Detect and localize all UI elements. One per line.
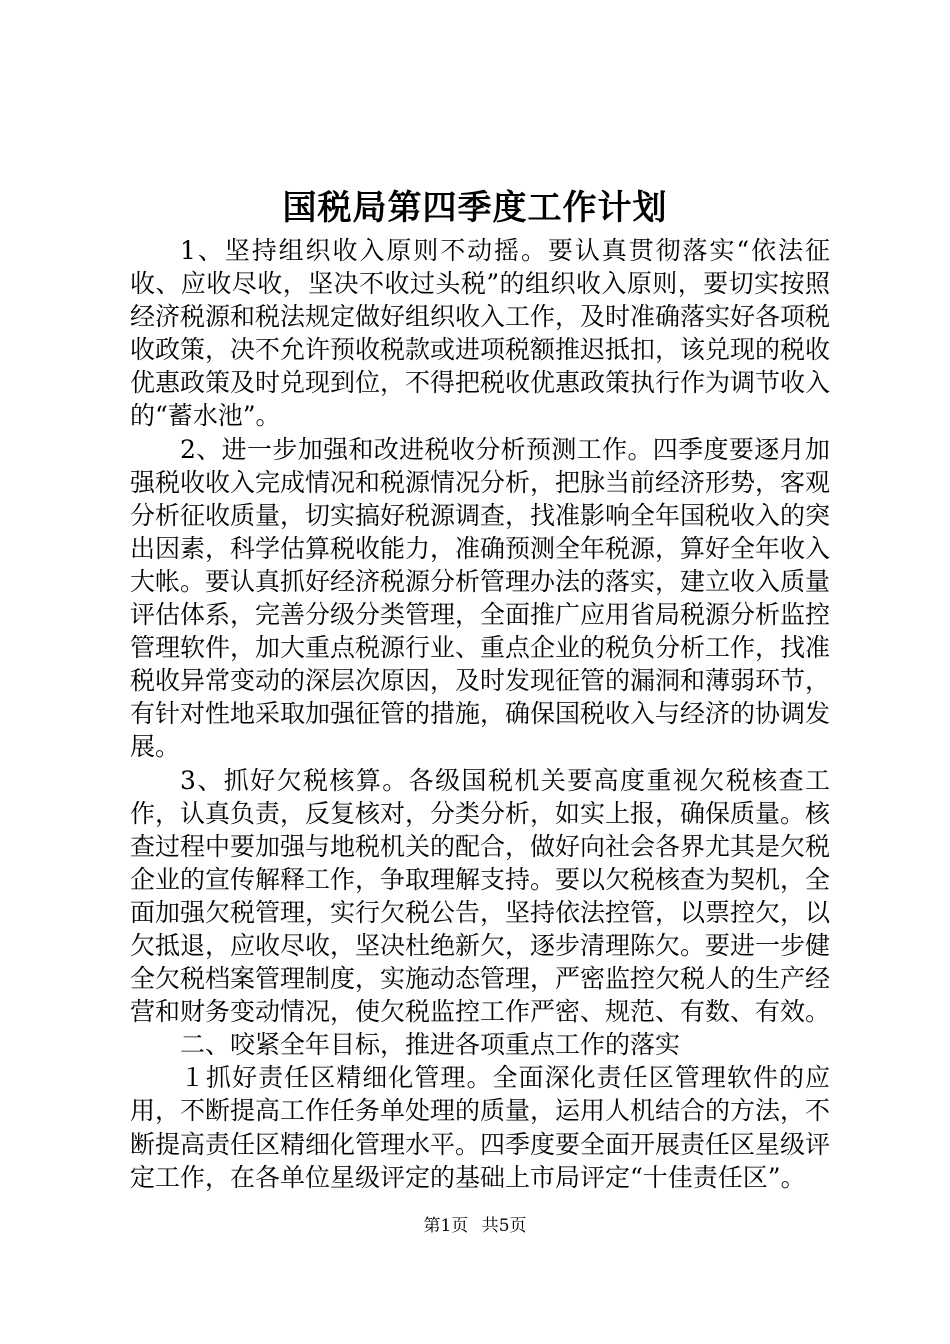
page-footer [0,1215,950,1237]
paragraph-2: 2、进一步加强和改进税收分析预测工作。四季度要逐月加强税收收入完成情况和税源情况分析，把脉当前经济形势，客观分析征收质量，切实搞好税源调查，找准影响全年国税收入的突出因素，科学估算税收能力，准确预测全年税源，算好全年收入大帐。要认真抓好经济税源分析管理办法的落实，建立收入质量评估体系，完善分级分类管理，全面推广应用省局税源分析监控管理软件，加大重点税源行业、重点企业的税负分析工作，找准税收异常变动的深层次原因，及时发现征管的漏洞和薄弱环节，有针对性地采取加强征管的措施，确保国税收入与经济的协调发展。 [130,434,831,762]
section-heading: 二、咬紧全年目标，推进各项重点工作的落实 [180,1030,681,1060]
paragraph-4: １抓好责任区精细化管理。全面深化责任区管理软件的应用，不断提高工作任务单处理的质量，运用人机结合的方法，不断提高责任区精细化管理水平。四季度要全面开展责任区星级评定工作，在各单位星级评定的基础上市局评定“十佳责任区”。 [130,1063,831,1192]
paragraph-3: 3、抓好欠税核算。各级国税机关要高度重视欠税核查工作，认真负责，反复核对，分类分析，如实上报，确保质量。核查过程中要加强与地税机关的配合，做好向社会各界尤其是欠税企业的宣传解释工作，争取理解支持。要以欠税核查为契机，全面加强欠税管理，实行欠税公告，坚持依法控管，以票控欠，以欠抵退，应收尽收，坚决杜绝新欠，逐步清理陈欠。要进一步健全欠税档案管理制度，实施动态管理，严密监控欠税人的生产经营和财务变动情况，使欠税监控工作严密、规范、有数、有效。 [130,765,831,1027]
page-number: 第1页 [423,1216,469,1236]
document-body [130,234,830,1194]
page-total: 共5页 [481,1216,527,1236]
document-title: 国税局第四季度工作计划 [282,188,668,228]
paragraph-1: 1、坚持组织收入原则不动摇。要认真贯彻落实“依法征收、应收尽收，坚决不收过头税”的组织收入原则，要切实按照经济税源和税法规定做好组织收入工作，及时准确落实好各项税收政策，决不允许预收税款或进项税额推迟抵扣，该兑现的税收优惠政策及时兑现到位，不得把税收优惠政策执行作为调节收入的“蓄水池”。 [130,236,831,431]
